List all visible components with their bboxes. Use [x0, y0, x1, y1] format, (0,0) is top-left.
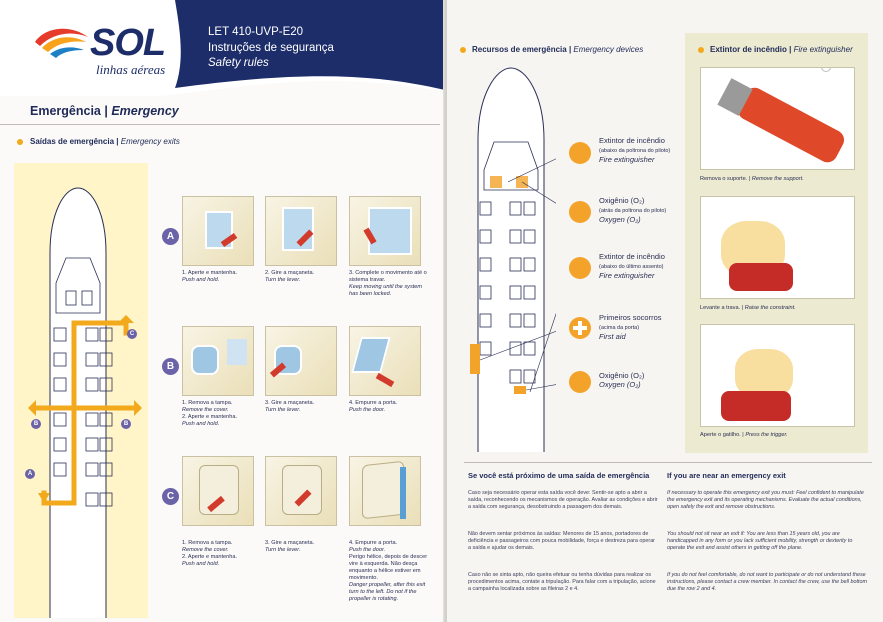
emergency-title: Emergência | Emergency: [30, 104, 179, 118]
exits-subhead: Saídas de emergência | Emergency exits: [30, 137, 180, 146]
divider: [464, 462, 872, 463]
step-photo: [265, 196, 337, 266]
device-item: Extintor de incêndio (abaixo do último assento) Fire extinguisher: [599, 252, 665, 280]
step-caption: 3. Gire a maçaneta. Turn the lever.: [265, 540, 315, 553]
oxygen-icon: [569, 371, 591, 393]
device-item: Extintor de incêndio (abaixo da poltrona do piloto) Fire extinguisher: [599, 136, 671, 164]
emergency-title-en: Emergency: [111, 104, 179, 118]
device-item: Oxigênio (O₂) (atrás da poltrona do piloto) Oxygen (O₂): [599, 196, 667, 224]
header: [0, 0, 445, 96]
bullet-icon: [698, 47, 704, 53]
step-photo: [265, 456, 337, 526]
extinguisher-step: Remova o suporte. | Remove the support.: [700, 176, 804, 182]
devices-subhead: Recursos de emergência | Emergency devices: [472, 45, 644, 54]
sun-logo-icon: [30, 22, 90, 62]
title-pt: Instruções de segurança: [208, 42, 334, 54]
row-badge-b: B: [162, 358, 179, 375]
step-caption: 1. Aperte e mantenha. Push and hold.: [182, 270, 238, 283]
step-caption: 4. Empurre a porta. Push the door.: [349, 400, 398, 413]
step-photo: [349, 196, 421, 266]
exits-pt: Saídas de emergência: [30, 137, 115, 146]
plan-label-c: C: [127, 329, 137, 339]
device-item: Primeiros socorros (acima da porta) First aid: [599, 313, 662, 341]
fire-extinguisher-icon: [569, 142, 591, 164]
near-exit-paragraph-en: If you do not feel comfortable, do not want to participate or do not understand these instructions, please contact a crew member. In contact the crew, use the bell bottom due the row 2 and 4.: [667, 572, 867, 592]
step-photo: [182, 456, 254, 526]
plan-label-b-right: B: [121, 419, 131, 429]
extinguisher-photo: [700, 67, 855, 170]
near-exit-paragraph-en: You should not sit near an exit if: You are less than 15 years old, you are handicapped in any form or you lack sufficient mobility, strength or dexterity to operate the exit and assist others in getting off the plane.: [667, 531, 853, 551]
emergency-title-pt: Emergência: [30, 104, 101, 118]
step-caption: 2. Gire a maçaneta. Turn the lever.: [265, 270, 315, 283]
step-photo: [265, 326, 337, 396]
extinguisher-photo: [700, 324, 855, 427]
near-exit-paragraph-pt: Não devem sentar próximos às saídas: Menores de 15 anos, portadores de deficiência e passageiros com pouca mobilidade, força e destreza para operar a saída e ajudar os demais.: [468, 531, 655, 551]
extinguisher-photo: [700, 196, 855, 299]
step-caption: 3. Gire a maçaneta. Turn the lever.: [265, 400, 315, 413]
extinguisher-subhead: Extintor de incêndio | Fire extinguisher: [710, 45, 853, 54]
fire-extinguisher-icon: [569, 257, 591, 279]
aircraft-model: LET 410-UVP-E20: [208, 26, 304, 38]
floor-plan: [14, 163, 148, 618]
bullet-icon: [17, 139, 23, 145]
near-exit-title-pt: Se você está próximo de uma saída de emergência: [468, 471, 650, 480]
devices-title-en: Emergency devices: [573, 45, 644, 54]
extinguisher-step: Aperte o gatilho. | Press the trigger.: [700, 432, 788, 438]
oxygen-icon: [569, 201, 591, 223]
step-photo: [182, 326, 254, 396]
plan-label-b-left: B: [31, 419, 41, 429]
row-badge-a: A: [162, 228, 179, 245]
bullet-icon: [460, 47, 466, 53]
cabin-plan: [466, 60, 556, 460]
near-exit-paragraph-en: If necessary to operate this emergency exit you must: Feel confident to manipulate the emergency exit and its operating mechanisms. Evaluate the actual conditions, open safely the exit and remove obstructions.: [667, 490, 864, 510]
near-exit-title-en: If you are near an emergency exit: [667, 471, 786, 480]
title-en: Safety rules: [208, 57, 269, 69]
device-item: Oxigênio (O₂) Oxygen (O₂): [599, 371, 645, 389]
near-exit-paragraph-pt: Caso seja necessário operar esta saída você deve: Sentir-se apto a abrir a saída, reconhecendo os mecanismos de operação. Avaliar as condições e abrir a saída com segurança, desobstruindo a passagem dos demais.: [468, 490, 658, 510]
row-badge-c: C: [162, 488, 179, 505]
step-caption: 4. Empurre a porta. Push the door. Perigo hélice, depois de descer vire à esquerda. Não desça enquanto a hélice estiver em movimento. Danger propeller, after this exit turn to the left. Do not if the propeller is rotating.: [349, 540, 428, 602]
devices-title-pt: Recursos de emergência: [472, 45, 567, 54]
near-exit-paragraph-pt: Caso não se sinta apto, não queira efetuar ou tenha dúvidas para realizar os procedimentos acima, contate a tripulação. Para falar com a tripulação, acione a campainha localizada sobre as fileiras 2 e 4.: [468, 572, 656, 592]
extinguisher-title-pt: Extintor de incêndio: [710, 45, 787, 54]
divider: [0, 124, 440, 125]
first-aid-icon: [569, 317, 591, 339]
step-photo: [349, 456, 421, 526]
plan-label-a: A: [25, 469, 35, 479]
exits-en: Emergency exits: [120, 137, 180, 146]
step-photo: [182, 196, 254, 266]
step-caption: 1. Remova a tampa. Remove the cover. 2. Aperte e mantenha. Push and hold.: [182, 540, 238, 567]
step-caption: 1. Remova a tampa. Remove the cover. 2. Aperte e mantenha. Push and hold.: [182, 400, 238, 427]
brand-tagline: linhas aéreas: [96, 62, 166, 77]
brand-name: SOL: [90, 22, 166, 64]
extinguisher-title-en: Fire extinguisher: [793, 45, 853, 54]
step-caption: 3. Complete o movimento até o sistema travar. Keep moving until the system has been locked.: [349, 270, 427, 297]
extinguisher-step: Levante a trava. | Raise the constraint.: [700, 305, 796, 311]
step-photo: [349, 326, 421, 396]
